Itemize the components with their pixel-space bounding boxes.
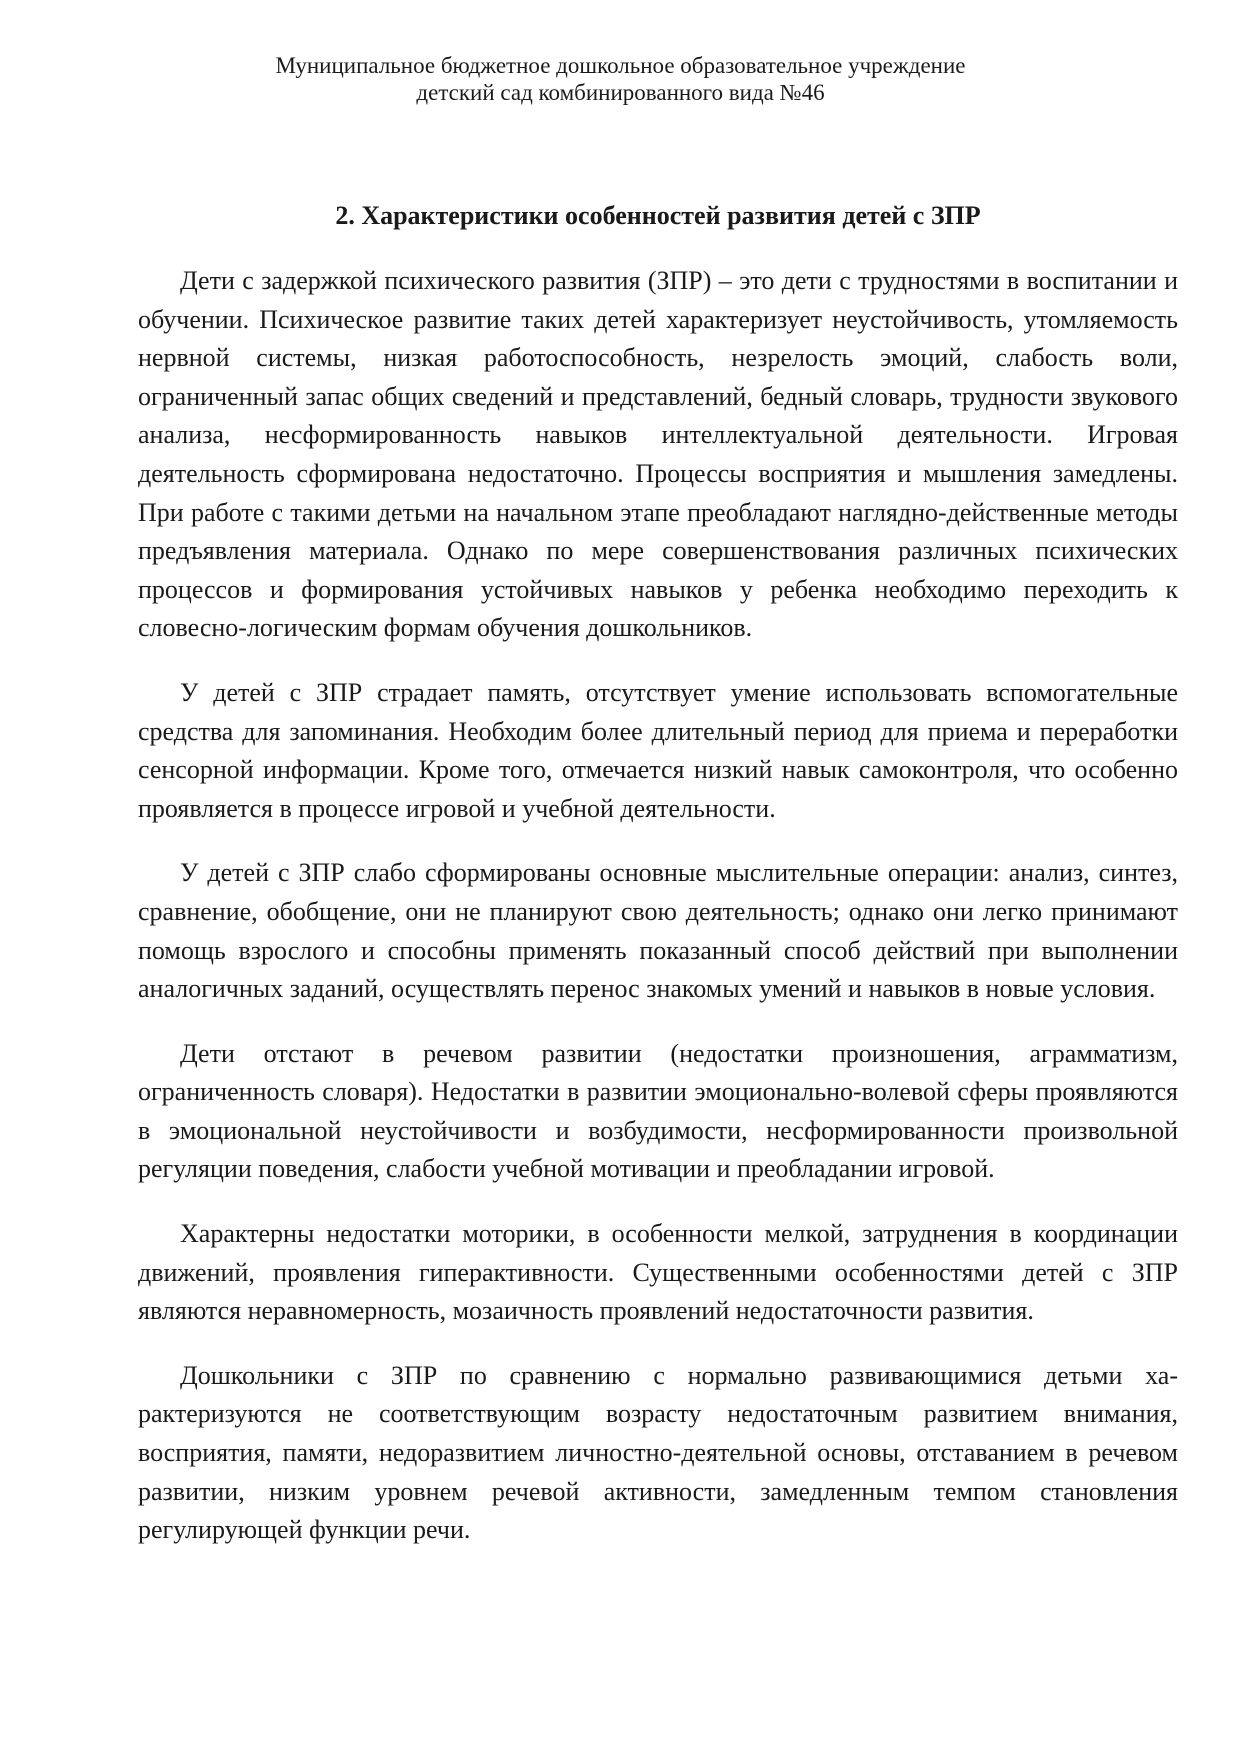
paragraph: Дети отстают в речевом развитии (недостатки произношения, аграмматизм, ограниченность словаря). Недостатки в развитии эмоционально-волевой сферы проявляются в эмоциональной неустойчивости и возбудимости, несформированности произвольной регуляции поведения, слабости учебной мотивации и преобладании игровой. bbox=[138, 1038, 1178, 1184]
institution-header bbox=[0, 52, 1241, 106]
section-title: 2. Характеристики особенностей развития детей с ЗПР bbox=[335, 201, 981, 230]
paragraph: У детей с ЗПР страдает память, отсутствует умение использовать вспомогательные средства для запоминания. Необходим более длительный период для приема и переработки сенсорной информации. Кроме того, отмечается низкий навык самоконтроля, что особенно проявляется в процессе игровой и учебной деятельности. bbox=[138, 677, 1178, 823]
header-line-2: детский сад комбинированного вида №46 bbox=[416, 80, 825, 105]
paragraph: Дошкольники с ЗПР по сравнению с нормально развивающимися детьми характеризуются не соответствующим возрасту недостаточным развитием внимания, восприятия, памяти, недоразвитием личностно-деятельной основы, отставанием в речевом развитии, низким уровнем речевой активности, замедленным темпом становления регулирующей функции речи. bbox=[138, 1360, 1178, 1545]
paragraph: Характерны недостатки моторики, в особенности мелкой, затруднения в координации движений, проявления гиперактивности. Существенными особенностями детей с ЗПР являются неравномерность, мозаичность проявлений недостаточности развития. bbox=[138, 1219, 1178, 1326]
document-body bbox=[138, 262, 1178, 1550]
header-line-1: Муниципальное бюджетное дошкольное образовательное учреждение bbox=[275, 53, 966, 78]
paragraph: Дети с задержкой психического развития (ЗПР) – это дети с трудностями в воспитании и обучении. Психическое развитие таких детей характеризует неустойчивость, утомляемость нервной системы, низкая работоспособность, незрелость эмоций, слабость воли, ограниченный запас общих сведений и представлений, бедный словарь, трудности звукового анализа, несформированность навыков интеллектуальной деятельности. Игровая деятельность сформирована недостаточно. Процессы восприятия и мышления замедлены. При работе с такими детьми на начальном этапе преобладают наглядно-действенные методы предъявления материала. Однако по мере совершенствования различных психических процессов и формирования устойчивых навыков у ребенка необходимо переходить к словесно-логическим формам обучения дошкольников. bbox=[138, 266, 1178, 643]
paragraph: У детей с ЗПР слабо сформированы основные мыслительные операции: анализ, синтез, сравнение, обобщение, они не планируют свою деятельность; однако они легко принимают помощь взрослого и способны применять показанный способ действий при выполнении аналогичных заданий, осуществлять перенос знакомых умений и навыков в новые условия. bbox=[138, 858, 1178, 1004]
